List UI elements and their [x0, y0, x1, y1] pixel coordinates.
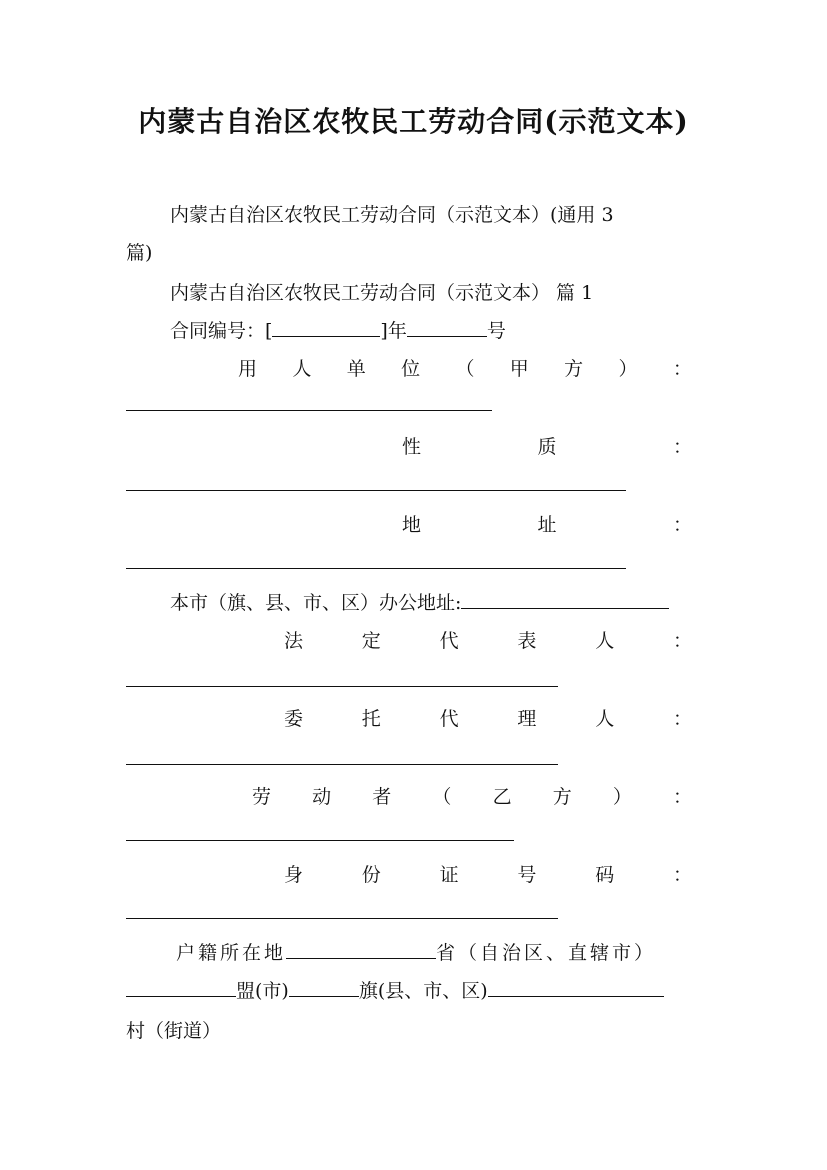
id-number-label	[284, 860, 692, 887]
label-char: 委	[284, 708, 304, 730]
label-char: 用	[238, 358, 258, 380]
label-char: ）	[612, 786, 632, 808]
employer-blank[interactable]	[126, 410, 492, 411]
office-address-row	[170, 588, 669, 615]
contract-number-suffix: 号	[486, 320, 506, 342]
worker-label	[252, 782, 692, 809]
legal-rep-label	[284, 626, 692, 653]
label-char: 号	[517, 864, 537, 886]
office-address-label: 本市（旗、县、市、区）办公地址:	[170, 592, 462, 614]
label-char: 方	[552, 786, 572, 808]
address-label	[402, 510, 692, 537]
label-char: 人	[595, 708, 615, 730]
label-char: 代	[439, 708, 459, 730]
contract-number-prefix: 合同编号：[	[170, 320, 273, 342]
label-char: 质	[537, 436, 557, 458]
label-char: 定	[361, 630, 381, 652]
banner-blank[interactable]	[289, 980, 359, 997]
label-char: 乙	[492, 786, 512, 808]
label-char: 人	[292, 358, 312, 380]
label-char: 人	[595, 630, 615, 652]
league-row	[126, 976, 664, 1003]
league-blank[interactable]	[126, 980, 236, 997]
label-char: 表	[517, 630, 537, 652]
label-char: 代	[439, 630, 459, 652]
nature-blank[interactable]	[126, 490, 626, 491]
label-char: ：	[672, 864, 692, 886]
household-row	[176, 938, 656, 965]
banner-label: 旗(县、市、区)	[358, 980, 488, 1002]
label-char: 法	[284, 630, 304, 652]
nature-label	[402, 432, 692, 459]
label-char: 性	[402, 436, 422, 458]
label-char: 托	[361, 708, 381, 730]
label-char: ：	[672, 358, 692, 380]
agent-blank[interactable]	[126, 764, 558, 765]
address-blank[interactable]	[126, 568, 626, 569]
label-char: ：	[672, 630, 692, 652]
label-char: 址	[537, 514, 557, 536]
section-heading: 内蒙古自治区农牧民工劳动合同（示范文本） 篇 1	[170, 282, 594, 304]
contract-number-row	[170, 316, 506, 343]
contract-number-mid: ]年	[380, 320, 407, 342]
label-char: 理	[517, 708, 537, 730]
office-address-blank[interactable]	[461, 592, 669, 609]
label-char: 单	[346, 358, 366, 380]
label-char: 者	[372, 786, 392, 808]
label-char: 码	[595, 864, 615, 886]
label-char: （	[432, 786, 452, 808]
label-char: ：	[672, 708, 692, 730]
agent-label	[284, 704, 692, 731]
intro-line-cont: 篇)	[126, 242, 153, 264]
contract-year-blank[interactable]	[407, 320, 487, 337]
document-title: 内蒙古自治区农牧民工劳动合同(示范文本)	[138, 105, 689, 138]
label-char: 份	[361, 864, 381, 886]
label-char: ：	[672, 436, 692, 458]
intro-line: 内蒙古自治区农牧民工劳动合同（示范文本）(通用 3	[170, 204, 614, 226]
employer-label	[238, 354, 692, 381]
household-label: 户籍所在地	[176, 942, 287, 964]
label-char: ：	[672, 514, 692, 536]
legal-rep-blank[interactable]	[126, 686, 558, 687]
id-number-blank[interactable]	[126, 918, 558, 919]
contract-number-blank[interactable]	[272, 320, 380, 337]
label-char: 方	[564, 358, 584, 380]
label-char: 位	[401, 358, 421, 380]
label-char: 动	[312, 786, 332, 808]
worker-blank[interactable]	[126, 840, 514, 841]
label-char: 劳	[252, 786, 272, 808]
label-char: ）	[618, 358, 638, 380]
county-blank[interactable]	[488, 980, 664, 997]
label-char: 身	[284, 864, 304, 886]
label-char: 证	[439, 864, 459, 886]
village-label: 村（街道）	[126, 1020, 222, 1042]
label-char: （	[455, 358, 475, 380]
label-char: 地	[402, 514, 422, 536]
household-province: 省（自治区、直辖市）	[436, 942, 657, 964]
league-label: 盟(市)	[236, 980, 289, 1002]
household-blank[interactable]	[286, 942, 436, 959]
label-char: 甲	[509, 358, 529, 380]
label-char: ：	[672, 786, 692, 808]
